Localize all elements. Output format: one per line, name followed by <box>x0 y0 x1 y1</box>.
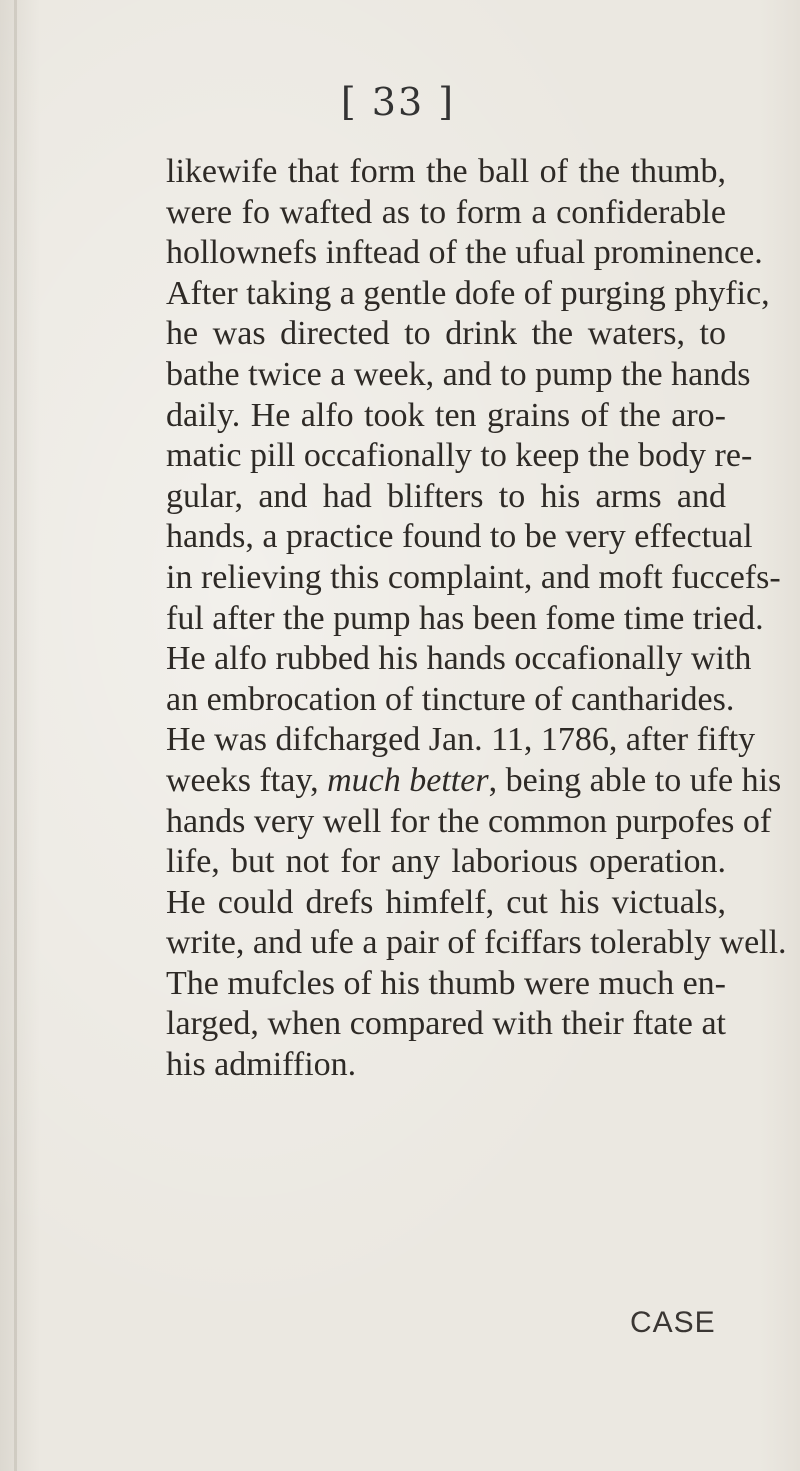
text-line: gular, and had blifters to his arms and <box>166 477 726 515</box>
text-line: in relieving this complaint, and moft fuccefs- <box>166 558 781 596</box>
text-line-with-italic <box>166 761 782 802</box>
text-line: were fo wafted as to form a confiderable <box>166 193 726 231</box>
text-line: He could drefs himfelf, cut his victuals, <box>166 883 726 921</box>
italic-phrase: much better <box>327 761 489 799</box>
page-number-header: [ 33 ] <box>340 80 456 124</box>
catchword: CASE <box>630 1306 716 1339</box>
text-line: larged, when compared with their ftate at <box>166 1005 726 1043</box>
text-line: He was difcharged Jan. 11, 1786, after fifty <box>166 721 756 759</box>
text-line: The mufcles of his thumb were much en- <box>166 964 726 1002</box>
text-line: an embrocation of tincture of cantharides. <box>166 680 735 718</box>
text-line: hands, a practice found to be very effectual <box>166 518 753 556</box>
page-gutter-edge <box>14 0 17 1471</box>
text-line: ful after the pump has been fome time tried. <box>166 599 764 637</box>
text-line: He alfo rubbed his hands occafionally with <box>166 640 752 678</box>
text-line: matic pill occafionally to keep the body re- <box>166 437 753 475</box>
text-line: hollownefs inftead of the ufual prominence. <box>166 234 763 272</box>
text-line: daily. He alfo took ten grains of the aro- <box>166 396 726 434</box>
text-line: bathe twice a week, and to pump the hands <box>166 355 751 393</box>
text-line: write, and ufe a pair of fciffars tolerably well. <box>166 924 787 962</box>
text-line: he was directed to drink the waters, to <box>166 315 726 353</box>
text-line: life, but not for any laborious operation. <box>166 843 726 881</box>
text-segment: weeks ftay, <box>166 761 328 799</box>
body-text <box>166 152 787 1086</box>
text-segment: , being able to ufe his <box>488 761 782 799</box>
text-line: likewife that form the ball of the thumb, <box>166 153 726 190</box>
text-line: hands very well for the common purpofes of <box>166 802 772 840</box>
text-line: After taking a gentle dofe of purging phyfic, <box>166 274 770 312</box>
text-line-last: his admiffion. <box>166 1046 357 1084</box>
